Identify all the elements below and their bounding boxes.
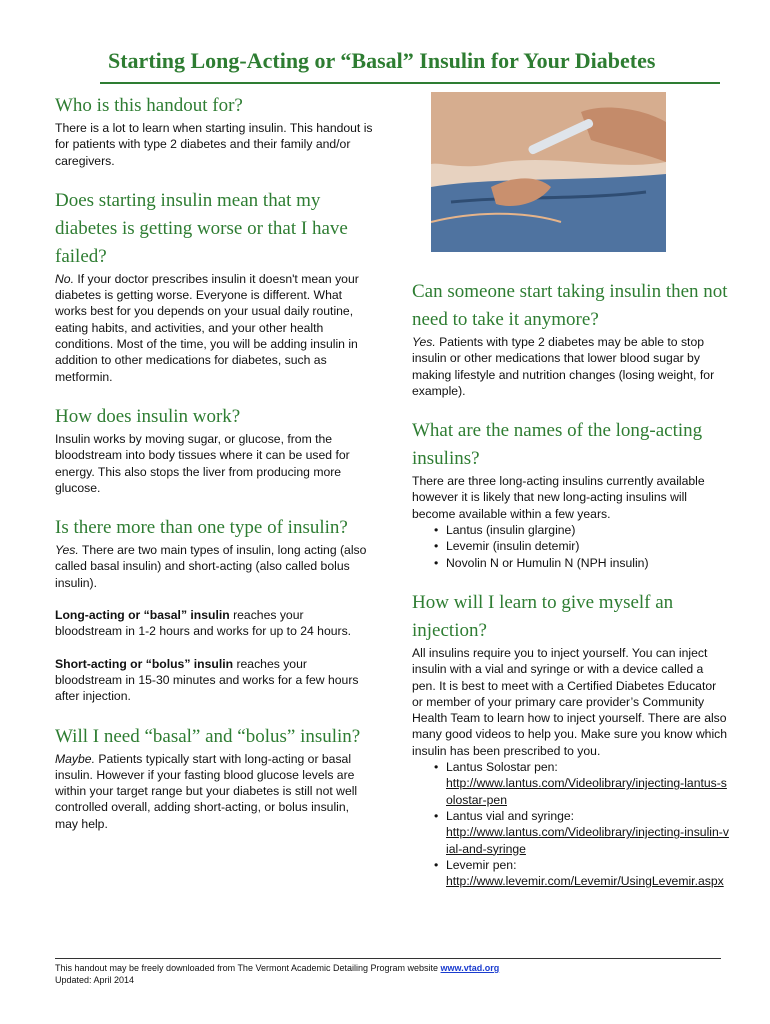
stop-heading: Can someone start taking insulin then not need to take it anymore? bbox=[412, 281, 728, 330]
video-label: Levemir pen: bbox=[446, 857, 517, 872]
worse-paragraph bbox=[55, 271, 373, 385]
need-text: Patients typically start with long-acting or basal insulin. However if your fasting blood glucose levels are within your target range but your diabetes is still not well controlled overall, adding short-acting, or bolus insulin, may help. bbox=[55, 751, 358, 831]
list-item: • Lantus (insulin glargine) bbox=[446, 522, 730, 538]
short-acting-text: reaches your bloodstream in 15-30 minutes and works for a few hours after injection. bbox=[55, 656, 359, 704]
worse-text: If your doctor prescribes insulin it doesn't mean your diabetes is getting worse. Everyone is different. What works best for you depends on your usual daily routine, eating habits, and activities, and your other health conditions. Most of the time, you will be adding insulin in addition to other medications for diabetes, such as metformin. bbox=[55, 271, 359, 384]
left-column bbox=[55, 92, 373, 832]
types-text: There are two main types of insulin, long acting (also called basal insulin) and short-acting (also called bolus insulin). bbox=[55, 543, 367, 590]
list-item: • Novolin N or Humulin N (NPH insulin) bbox=[446, 555, 730, 571]
types-heading: Is there more than one type of insulin? bbox=[55, 517, 348, 539]
inject-heading: How will I learn to give myself an injection? bbox=[412, 591, 674, 641]
long-acting-text: reaches your bloodstream in 1-2 hours and works for up to 24 hours. bbox=[55, 608, 352, 639]
video-link[interactable]: http://www.lantus.com/Videolibrary/injecting-lantus-solostar-pen bbox=[446, 776, 727, 807]
long-acting-term: Long-acting or “basal” insulin bbox=[55, 608, 230, 623]
list-item bbox=[446, 759, 730, 808]
title-divider bbox=[100, 82, 720, 84]
video-list bbox=[412, 759, 730, 889]
list-item bbox=[446, 857, 730, 890]
insulin-names-list bbox=[412, 522, 730, 571]
video-link[interactable]: http://www.levemir.com/Levemir/UsingLevemir.aspx bbox=[446, 874, 724, 889]
need-paragraph bbox=[55, 751, 373, 832]
injection-photo-illustration bbox=[431, 92, 666, 252]
injection-photo bbox=[431, 92, 666, 252]
footer-text: This handout may be freely downloaded from The Vermont Academic Detailing Program website bbox=[55, 963, 441, 973]
video-link[interactable]: http://www.lantus.com/Videolibrary/injecting-insulin-vial-and-syringe bbox=[446, 825, 729, 856]
names-heading: What are the names of the long-acting insulins? bbox=[412, 420, 703, 470]
stop-paragraph bbox=[412, 334, 730, 399]
names-text: There are three long-acting insulins currently available however it is likely that new long-acting insulins will become available within a few years. bbox=[412, 474, 705, 521]
need-lead: Maybe. bbox=[55, 751, 95, 766]
types-paragraph bbox=[55, 542, 373, 591]
footer-divider bbox=[55, 958, 721, 959]
footer bbox=[55, 962, 725, 986]
who-heading: Who is this handout for? bbox=[55, 95, 243, 116]
worse-lead: No. bbox=[55, 271, 74, 286]
page-title: Starting Long-Acting or “Basal” Insulin for Your Diabetes bbox=[108, 48, 656, 73]
need-heading: Will I need “basal” and “bolus” insulin? bbox=[55, 725, 361, 747]
stop-lead: Yes. bbox=[412, 335, 436, 349]
right-column bbox=[412, 278, 730, 889]
list-item bbox=[446, 808, 730, 857]
how-text: Insulin works by moving sugar, or glucose, from the bloodstream into body tissues where it can be used for energy. This also stops the liver from producing more glucose. bbox=[55, 431, 350, 495]
footer-updated: Updated: April 2014 bbox=[55, 975, 135, 985]
video-label: Lantus Solostar pen: bbox=[446, 760, 558, 775]
inject-text: All insulins require you to inject yourself. You can inject insulin with a vial and syringe or with a device called a pen. It is best to meet with a Certified Diabetes Educator or member of your primary care provider’s Community Health Team to learn how to inject yourself. There are also many good videos to help you. Make sure you know which insulin has been prescribed to you. bbox=[412, 645, 728, 758]
footer-line bbox=[55, 962, 725, 974]
short-acting-term: Short-acting or “bolus” insulin bbox=[55, 656, 234, 671]
footer-link[interactable]: www.vtad.org bbox=[440, 963, 500, 973]
stop-text: Patients with type 2 diabetes may be able to stop insulin or other medications that lower blood sugar by making lifestyle and nutrition changes (losing weight, for example). bbox=[412, 335, 715, 398]
short-acting-paragraph bbox=[55, 656, 373, 705]
who-text: There is a lot to learn when starting insulin. This handout is for patients with type 2 diabetes and their family and/or caregivers. bbox=[55, 121, 373, 168]
types-lead: Yes. bbox=[55, 543, 79, 558]
video-label: Lantus vial and syringe: bbox=[446, 808, 575, 823]
how-heading: How does insulin work? bbox=[55, 405, 241, 427]
worse-heading: Does starting insulin mean that my diabetes is getting worse or that I have failed? bbox=[55, 189, 348, 267]
long-acting-paragraph bbox=[55, 607, 373, 640]
list-item: • Levemir (insulin detemir) bbox=[446, 538, 730, 554]
